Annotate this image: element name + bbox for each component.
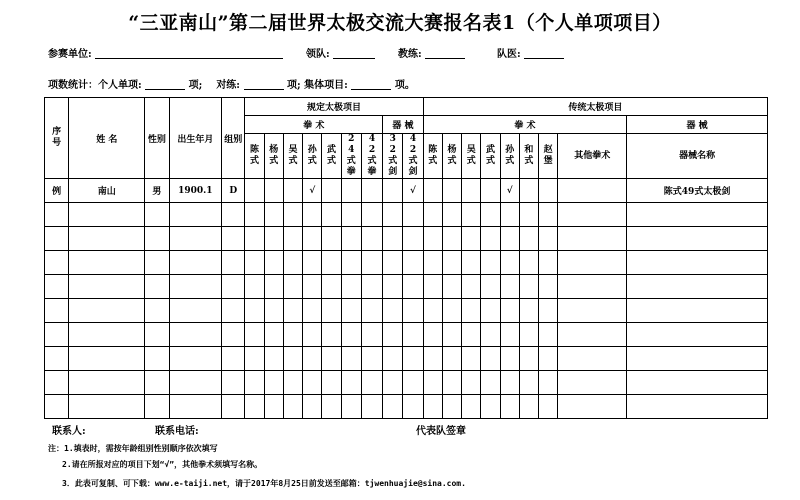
example-reg-mark [361,179,382,203]
table-cell[interactable] [341,203,361,227]
header-reg-quan-col: 42式拳 [361,134,382,179]
table-cell[interactable] [245,275,264,299]
table-cell[interactable] [500,251,519,275]
header-regular-qixie: 器 械 [383,116,424,134]
table-cell[interactable] [558,371,627,395]
table-cell[interactable] [539,227,558,251]
item-unit-1: 项; [188,80,203,91]
header-trad-quan-col: 陈式 [423,134,442,179]
table-cell[interactable] [322,203,341,227]
example-reg-mark [341,179,361,203]
table-cell[interactable] [45,371,69,395]
table-cell[interactable] [145,227,169,251]
header-trad-quan-col: 武式 [481,134,500,179]
table-cell[interactable] [45,251,69,275]
table-cell[interactable] [69,275,145,299]
table-cell[interactable] [500,323,519,347]
example-name: 南山 [69,179,145,203]
table-cell[interactable] [69,371,145,395]
example-reg-mark [322,179,341,203]
example-birth: 1900.1 [169,179,222,203]
table-cell[interactable] [627,395,768,419]
table-cell[interactable] [283,299,302,323]
table-cell[interactable] [403,227,423,251]
table-row [45,371,768,395]
table-cell[interactable] [322,299,341,323]
table-cell[interactable] [283,395,302,419]
table-cell[interactable] [539,323,558,347]
table-cell[interactable] [322,227,341,251]
table-cell[interactable] [341,251,361,275]
duilian-count-field[interactable] [244,79,284,90]
header-regular-section: 规定太极项目 [245,98,423,116]
example-reg-mark [245,179,264,203]
registration-table [44,97,768,419]
table-cell[interactable] [303,347,322,371]
table-cell[interactable] [403,251,423,275]
table-cell[interactable] [264,347,283,371]
table-cell[interactable] [481,227,500,251]
table-cell[interactable] [303,371,322,395]
table-cell[interactable] [264,275,283,299]
table-cell[interactable] [169,323,222,347]
table-row [45,395,768,419]
table-cell[interactable] [519,227,538,251]
table-cell[interactable] [169,299,222,323]
table-cell[interactable] [145,299,169,323]
header-traditional-section: 传统太极项目 [423,98,767,116]
table-cell[interactable] [222,347,245,371]
table-cell[interactable] [69,227,145,251]
leader-field[interactable] [333,48,375,59]
table-cell[interactable] [442,395,461,419]
table-cell[interactable] [361,275,382,299]
table-cell[interactable] [462,203,481,227]
group-label: 集体项目: [304,80,348,91]
table-cell[interactable] [442,203,461,227]
table-cell[interactable] [519,347,538,371]
header-regular-quan: 拳 术 [245,116,383,134]
table-cell[interactable] [627,323,768,347]
table-cell[interactable] [245,227,264,251]
table-cell[interactable] [383,251,403,275]
table-cell[interactable] [245,395,264,419]
table-cell[interactable] [558,323,627,347]
table-cell[interactable] [519,251,538,275]
table-cell[interactable] [222,299,245,323]
table-cell[interactable] [462,395,481,419]
table-cell[interactable] [222,227,245,251]
table-cell[interactable] [403,203,423,227]
item-unit-2: 项; [286,80,301,91]
table-cell[interactable] [481,275,500,299]
table-cell[interactable] [264,371,283,395]
table-cell[interactable] [500,299,519,323]
leader-label: 领队: [306,49,330,60]
table-cell[interactable] [403,371,423,395]
table-cell[interactable] [283,203,302,227]
table-cell[interactable] [539,347,558,371]
header-group: 组别 [222,98,245,179]
coach-label: 教练: [398,49,422,60]
table-cell[interactable] [69,251,145,275]
table-cell[interactable] [45,395,69,419]
table-cell[interactable] [539,395,558,419]
header-reg-quan-col: 杨式 [264,134,283,179]
table-cell[interactable] [45,275,69,299]
table-cell[interactable] [423,227,442,251]
table-cell[interactable] [145,395,169,419]
example-reg-mark [264,179,283,203]
table-cell[interactable] [322,395,341,419]
table-cell[interactable] [145,323,169,347]
table-cell[interactable] [341,323,361,347]
table-cell[interactable] [481,299,500,323]
example-qixie-name: 陈式49式太极剑 [627,179,768,203]
table-cell[interactable] [500,371,519,395]
table-cell[interactable] [462,275,481,299]
item-unit-3: 项。 [394,80,415,91]
example-reg-mark: √ [303,179,322,203]
header-birth: 出生年月 [169,98,222,179]
table-row [45,251,768,275]
table-cell[interactable] [383,299,403,323]
header-reg-quan-col: 吴式 [283,134,302,179]
table-cell[interactable] [169,203,222,227]
example-reg-mark [283,179,302,203]
table-cell[interactable] [69,203,145,227]
table-row [45,347,768,371]
table-cell[interactable] [442,299,461,323]
table-cell[interactable] [462,251,481,275]
doctor-field[interactable] [524,48,564,59]
table-cell[interactable] [245,299,264,323]
table-cell[interactable] [169,395,222,419]
table-cell[interactable] [341,395,361,419]
table-cell[interactable] [169,347,222,371]
table-cell[interactable] [361,371,382,395]
table-cell[interactable] [222,251,245,275]
table-cell[interactable] [462,299,481,323]
table-cell[interactable] [403,275,423,299]
table-cell[interactable] [500,203,519,227]
table-cell[interactable] [245,371,264,395]
header-reg-quan-col: 孙式 [303,134,322,179]
table-cell[interactable] [462,371,481,395]
table-cell[interactable] [264,323,283,347]
table-cell[interactable] [383,275,403,299]
table-cell[interactable] [423,395,442,419]
table-cell[interactable] [322,275,341,299]
table-cell[interactable] [558,203,627,227]
leader-row [306,45,375,60]
table-cell[interactable] [403,347,423,371]
table-cell[interactable] [423,275,442,299]
table-cell[interactable] [519,395,538,419]
unit-row [48,45,283,60]
table-cell[interactable] [145,371,169,395]
header-reg-quan-col: 武式 [322,134,341,179]
header-traditional-quan: 拳 术 [423,116,626,134]
table-cell[interactable] [462,347,481,371]
table-cell[interactable] [423,299,442,323]
table-cell[interactable] [145,275,169,299]
example-reg-mark [383,179,403,203]
table-cell[interactable] [169,275,222,299]
example-trad-mark [481,179,500,203]
example-trad-mark [423,179,442,203]
header-traditional-qixie: 器 械 [627,116,768,134]
header-reg-qixie-col: 32式剑 [383,134,403,179]
table-cell[interactable] [481,347,500,371]
table-cell[interactable] [245,251,264,275]
header-trad-quan-col: 赵堡 [539,134,558,179]
table-cell[interactable] [322,371,341,395]
table-cell[interactable] [500,227,519,251]
table-cell[interactable] [383,323,403,347]
header-trad-quan-col: 和式 [519,134,538,179]
unit-label: 参赛单位: [48,49,92,60]
table-cell[interactable] [283,371,302,395]
table-cell[interactable] [519,323,538,347]
example-sex: 男 [145,179,169,203]
table-cell[interactable] [500,395,519,419]
example-trad-mark [462,179,481,203]
table-cell[interactable] [558,275,627,299]
table-cell[interactable] [383,203,403,227]
table-cell[interactable] [145,251,169,275]
table-cell[interactable] [169,371,222,395]
contact-label: 联系人: [52,426,86,437]
example-group: D [222,179,245,203]
table-cell[interactable] [361,395,382,419]
table-cell[interactable] [519,371,538,395]
header-seq: 序号 [45,98,69,179]
table-cell[interactable] [539,251,558,275]
table-cell[interactable] [283,251,302,275]
table-cell[interactable] [303,323,322,347]
table-cell[interactable] [481,371,500,395]
header-name: 姓 名 [69,98,145,179]
table-cell[interactable] [322,323,341,347]
table-cell[interactable] [361,203,382,227]
table-cell[interactable] [361,347,382,371]
table-cell[interactable] [222,395,245,419]
table-cell[interactable] [442,251,461,275]
table-cell[interactable] [442,371,461,395]
example-trad-mark [442,179,461,203]
table-cell[interactable] [341,227,361,251]
table-cell[interactable] [222,203,245,227]
table-cell[interactable] [69,323,145,347]
table-cell[interactable] [69,395,145,419]
header-reg-qixie-col: 42式剑 [403,134,423,179]
table-cell[interactable] [361,299,382,323]
table-cell[interactable] [423,347,442,371]
table-cell[interactable] [303,227,322,251]
table-cell[interactable] [69,299,145,323]
table-cell[interactable] [303,203,322,227]
table-cell[interactable] [283,347,302,371]
table-cell[interactable] [423,323,442,347]
table-row [45,203,768,227]
note-2: 2.请在所报对应的项目下划“√”，其他拳术须填写名称。 [62,460,263,469]
phone-label: 联系电话: [155,426,199,437]
header-trad-quan-col: 杨式 [442,134,461,179]
table-cell[interactable] [322,347,341,371]
unit-field[interactable] [95,48,283,59]
header-reg-quan-col: 陈式 [245,134,264,179]
doctor-row [497,45,564,60]
table-row [45,275,768,299]
table-cell[interactable] [481,203,500,227]
table-cell[interactable] [303,395,322,419]
table-cell[interactable] [481,323,500,347]
table-cell[interactable] [558,299,627,323]
table-cell[interactable] [627,275,768,299]
table-cell[interactable] [558,227,627,251]
table-cell[interactable] [519,299,538,323]
count-row [48,76,415,91]
table-cell[interactable] [627,251,768,275]
table-cell[interactable] [245,347,264,371]
coach-field[interactable] [425,48,465,59]
table-cell[interactable] [264,227,283,251]
table-cell[interactable] [627,347,768,371]
table-cell[interactable] [145,347,169,371]
table-cell[interactable] [222,323,245,347]
table-cell[interactable] [462,227,481,251]
table-cell[interactable] [45,347,69,371]
table-cell[interactable] [442,227,461,251]
table-cell[interactable] [361,227,382,251]
single-count-field[interactable] [145,79,185,90]
table-cell[interactable] [45,203,69,227]
table-cell[interactable] [442,347,461,371]
header-trad-quan-col: 孙式 [500,134,519,179]
table-cell[interactable] [69,347,145,371]
table-cell[interactable] [558,251,627,275]
table-cell[interactable] [341,299,361,323]
table-row-example [45,179,768,203]
coach-row [398,45,465,60]
table-cell[interactable] [341,275,361,299]
example-reg-mark: √ [403,179,423,203]
example-seq: 例 [45,179,69,203]
table-cell[interactable] [442,323,461,347]
table-cell[interactable] [383,395,403,419]
example-trad-mark [539,179,558,203]
table-cell[interactable] [423,371,442,395]
table-cell[interactable] [45,299,69,323]
table-cell[interactable] [283,275,302,299]
table-cell[interactable] [45,227,69,251]
table-cell[interactable] [519,203,538,227]
table-cell[interactable] [539,275,558,299]
table-cell[interactable] [403,395,423,419]
table-cell[interactable] [481,251,500,275]
table-cell[interactable] [627,227,768,251]
header-reg-quan-col: 24式拳 [341,134,361,179]
table-cell[interactable] [222,275,245,299]
header-other-quan: 其他拳术 [558,134,627,179]
table-row [45,323,768,347]
table-cell[interactable] [341,347,361,371]
table-cell[interactable] [303,299,322,323]
table-cell[interactable] [481,395,500,419]
table-cell[interactable] [627,371,768,395]
table-cell[interactable] [627,203,768,227]
note-3: 3．此表可复制、可下载：www.e-taiji.net，请于2017年8月25日前发送至邮箱：tjwenhuajie@sina.com. [62,479,466,488]
table-cell[interactable] [539,371,558,395]
example-trad-mark: √ [500,179,519,203]
table-cell[interactable] [45,323,69,347]
table-cell[interactable] [322,251,341,275]
example-trad-mark [519,179,538,203]
table-cell[interactable] [423,251,442,275]
table-cell[interactable] [245,203,264,227]
table-cell[interactable] [245,323,264,347]
form-title: “三亚南山”第二届世界太极交流大赛报名表1（个人单项项目） [128,12,672,34]
table-cell[interactable] [558,347,627,371]
table-cell[interactable] [519,275,538,299]
table-cell[interactable] [303,251,322,275]
table-cell[interactable] [539,299,558,323]
table-cell[interactable] [361,251,382,275]
table-cell[interactable] [303,275,322,299]
table-cell[interactable] [383,227,403,251]
note-1: 注：1.填表时，需按年龄组别性别顺序依次填写 [48,444,218,453]
table-cell[interactable] [403,299,423,323]
header-qixie-name: 器械名称 [627,134,768,179]
table-cell[interactable] [442,275,461,299]
table-cell[interactable] [264,203,283,227]
table-cell[interactable] [361,323,382,347]
table-cell[interactable] [283,227,302,251]
example-other [558,179,627,203]
table-cell[interactable] [169,227,222,251]
table-cell[interactable] [539,203,558,227]
header-trad-quan-col: 吴式 [462,134,481,179]
table-cell[interactable] [264,251,283,275]
header-sex: 性别 [145,98,169,179]
table-cell[interactable] [341,371,361,395]
table-cell[interactable] [145,203,169,227]
count-label: 项数统计：个人单项: [48,80,142,91]
group-count-field[interactable] [351,79,391,90]
duilian-label: 对练: [216,80,241,91]
table-cell[interactable] [558,395,627,419]
doctor-label: 队医: [497,49,521,60]
table-cell[interactable] [264,395,283,419]
table-cell[interactable] [423,203,442,227]
table-cell[interactable] [383,371,403,395]
table-row [45,299,768,323]
table-cell[interactable] [264,299,283,323]
sign-label: 代表队签章 [416,426,466,437]
table-cell[interactable] [383,347,403,371]
table-cell[interactable] [222,371,245,395]
table-cell[interactable] [500,347,519,371]
table-cell[interactable] [627,299,768,323]
table-cell[interactable] [169,251,222,275]
table-cell[interactable] [462,323,481,347]
table-cell[interactable] [283,323,302,347]
table-cell[interactable] [403,323,423,347]
table-row [45,227,768,251]
table-cell[interactable] [500,275,519,299]
